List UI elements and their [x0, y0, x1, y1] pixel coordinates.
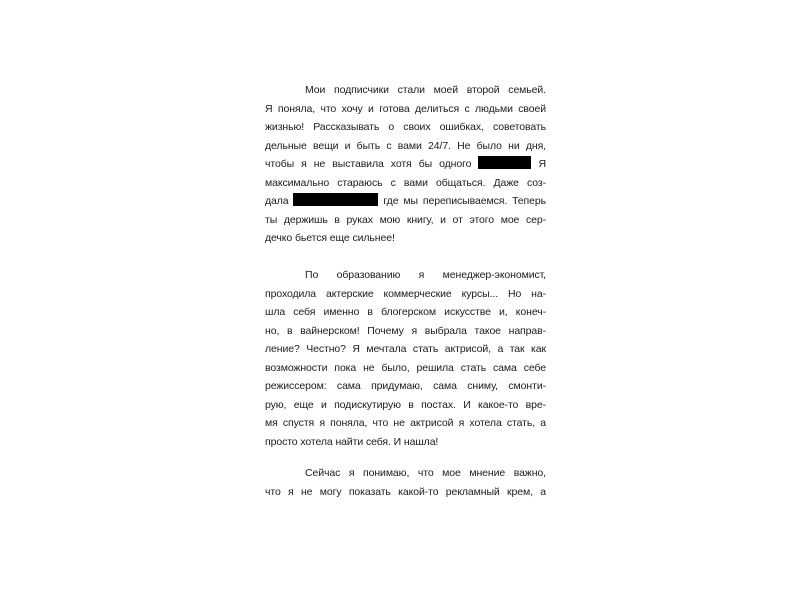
- text-line: шла себя именно в блогерском искусстве и, конеч-: [265, 306, 546, 318]
- text-line: По образованию я менеджер-экономист,: [305, 269, 546, 281]
- text-segment: дала: [265, 195, 289, 207]
- text-line: максимально стараюсь с вами общаться. Даже соз-: [265, 176, 546, 189]
- text-line: [265, 155, 546, 174]
- text-line: возможности пока не было, решила стать сама себе: [265, 361, 546, 374]
- text-line: ление? Честно? Я мечтала стать актрисой, а так как: [265, 343, 546, 355]
- text-line: что я не могу показать какой-то рекламный крем, а: [265, 485, 546, 498]
- text-segment: где мы переписываемся. Теперь: [383, 195, 546, 207]
- text-line: жизнью! Рассказывать о своих ошибках, советовать: [265, 121, 546, 133]
- paragraph: [265, 464, 546, 501]
- text-line: дельные вещи и быть с вами 24/7. Не было ни дня,: [265, 139, 546, 152]
- text-block: [265, 81, 546, 501]
- redaction-box: [293, 193, 378, 206]
- paragraph: [265, 81, 546, 248]
- text-line: Я поняла, что хочу и готова делиться с людьми своей: [265, 102, 546, 115]
- redaction-box: [478, 156, 531, 169]
- text-line: ты держишь в руках мою книгу, и от этого мое сер-: [265, 213, 546, 226]
- text-line: [265, 192, 546, 211]
- text-line: Сейчас я понимаю, что мое мнение важно,: [305, 467, 546, 479]
- text-line: дечко бьется еще сильнее!: [265, 232, 395, 244]
- paragraph: [265, 266, 546, 451]
- text-line: но, в вайнерском! Почему я выбрала такое направ-: [265, 324, 546, 337]
- text-line: рую, еще и подискутирую в постах. И какое-то вре-: [265, 398, 546, 411]
- text-line: Мои подписчики стали моей второй семьей.: [305, 84, 546, 96]
- text-line: проходила актерские коммерческие курсы... Но на-: [265, 287, 546, 300]
- text-line: мя спустя я поняла, что не актрисой я хотела стать, а: [265, 417, 546, 429]
- text-line: просто хотела найти себя. И нашла!: [265, 435, 439, 448]
- text-line: режиссером: сама придумаю, сама сниму, смонти-: [265, 380, 546, 392]
- text-segment: чтобы я не выставила хотя бы одного: [265, 158, 472, 170]
- text-segment: Я: [538, 158, 546, 170]
